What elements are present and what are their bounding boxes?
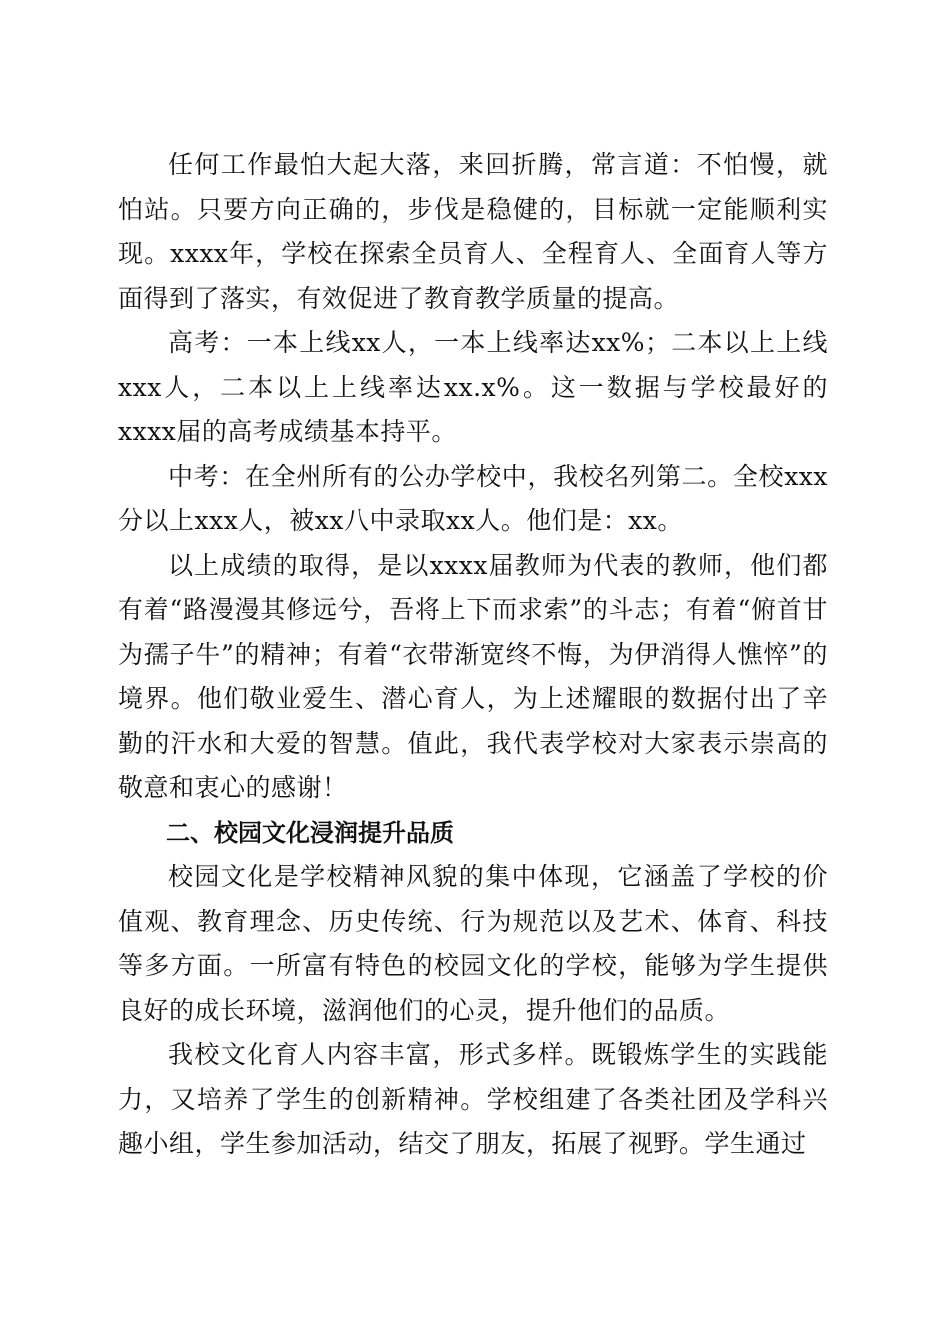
section-heading-campus-culture: 二、校园文化浸润提升品质	[166, 818, 454, 847]
paragraph-culture-activities: 我校文化育人内容丰富，形式多样。既锻炼学生的实践能力，又培养了学生的创新精神。学校组建了各类社团及学科兴趣小组，学生参加活动，结交了朋友，拓展了视野。学生通过	[118, 1040, 828, 1158]
paragraph-zhongkao-results: 中考：在全州所有的公办学校中，我校名列第二。全校xxx分以上xxx人，被xx八中录取xx人。他们是：xx。	[118, 461, 828, 535]
document-page	[118, 143, 828, 1167]
paragraph-campus-culture: 校园文化是学校精神风貌的集中体现，它涵盖了学校的价值观、教育理念、历史传统、行为规范以及艺术、体育、科技等多方面。一所富有特色的校园文化的学校，能够为学生提供良好的成长环境，滋润他们的心灵，提升他们的品质。	[118, 862, 828, 1025]
paragraph-work-pace: 任何工作最怕大起大落，来回折腾，常言道：不怕慢，就怕站。只要方向正确的，步伐是稳健的，目标就一定能顺利实现。xxxx年，学校在探索全员育人、全程育人、全面育人等方面得到了落实，有效促进了教育教学质量的提高。	[118, 150, 828, 313]
paragraph-teacher-thanks: 以上成绩的取得，是以xxxx届教师为代表的教师，他们都有着“路漫漫其修远兮，吾将上下而求索”的斗志；有着“俯首甘为孺子牛”的精神；有着“衣带渐宽终不悔，为伊消得人憔悴”的境界。他们敬业爱生、潜心育人，为上述耀眼的数据付出了辛勤的汗水和大爱的智慧。值此，我代表学校对大家表示崇高的敬意和衷心的感谢！	[118, 550, 828, 802]
paragraph-gaokao-results: 高考：一本上线xx人，一本上线率达xx%；二本以上上线xxx人，二本以上上线率达xx.x%。这一数据与学校最好的xxxx届的高考成绩基本持平。	[118, 328, 828, 446]
